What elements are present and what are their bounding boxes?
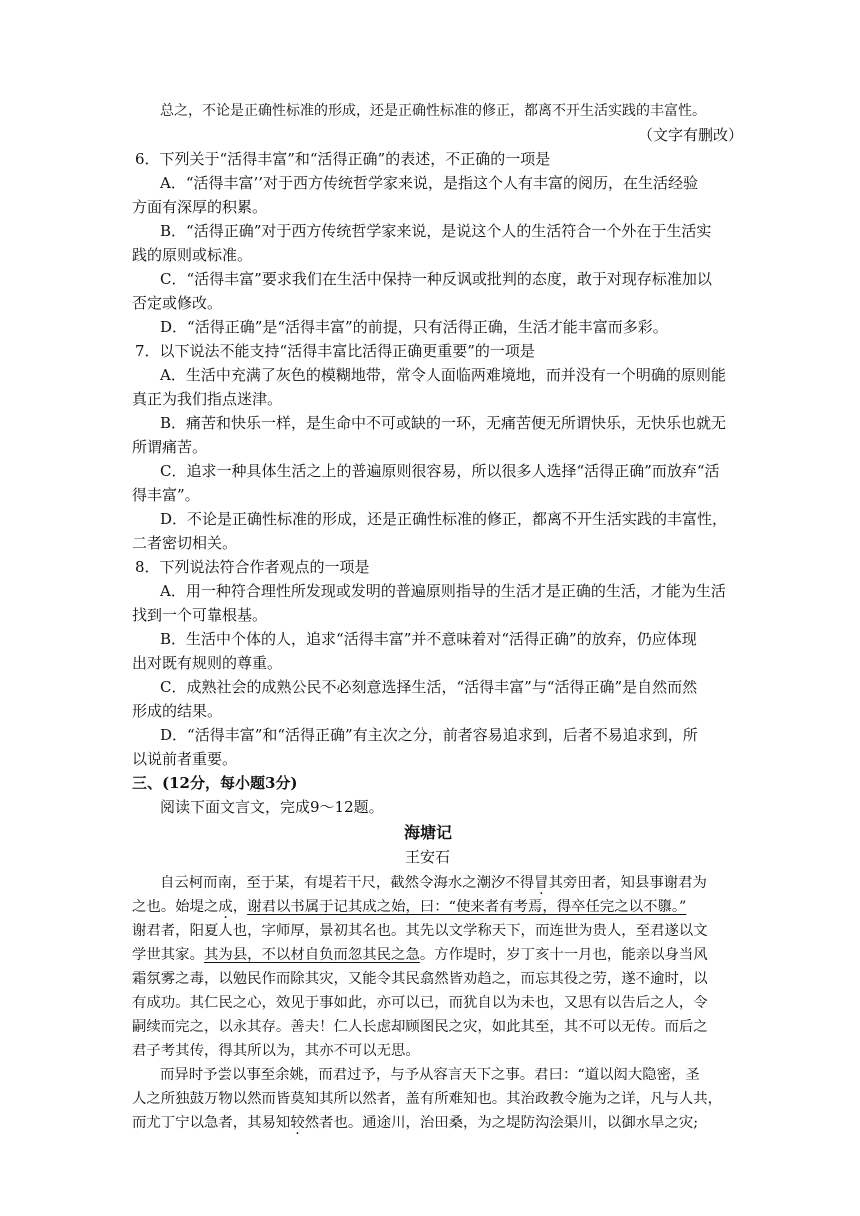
- article-p1-line-3: 谢君者，阳夏人也，字师厚，景初其名也。其先以文学称天下，而连世为贵人，至君遂以文: [132, 923, 708, 939]
- q7-option-a-cont: 真正为我们指点迷津。: [132, 390, 283, 408]
- q8-option-a-cont: 找到一个可靠根基。: [132, 606, 268, 624]
- q7-option-c: C．追求一种具体生活之上的普遍原则很容易，所以很多人选择“活得正确”而放弃“活: [160, 462, 720, 480]
- section-3-instruction: 阅读下面文言文，完成9～12题。: [160, 798, 384, 816]
- q8-option-d: D．“活得丰富”和“活得正确”有主次之分，前者容易追求到，后者不易追求到，所: [160, 726, 698, 744]
- source-note: （文字有删改）: [638, 126, 744, 144]
- marked-char-jiao: 较: [290, 1115, 305, 1131]
- article-p1-line-5: 霜氛雾之毒，以勉民作而除其灾，又能令其民翕然皆劝趋之，而忘其役之劳，遂不逾时，以: [132, 971, 708, 987]
- q6-option-b: B．“活得正确”对于西方传统哲学家来说，是说这个人的生活符合一个外在于生活实: [160, 222, 712, 240]
- q6-option-b-cont: 践的原则或标准。: [132, 246, 253, 264]
- q6-option-a-cont: 方面有深厚的积累。: [132, 198, 268, 216]
- article-p1-line-6: 有成功。其仁民之心，效见于事如此，亦可以已，而犹自以为未也，又思有以告后之人，令: [132, 995, 708, 1011]
- article-p2-line-1: 而异时予尝以事至余姚，而君过予，与予从容言天下之事。君曰：“道以闳大隐密，圣: [160, 1067, 700, 1083]
- question-7-stem: 7．以下说法不能支持“活得丰富比活得正确更重要”的一项是: [135, 342, 535, 360]
- q7-option-b-cont: 所谓痛苦。: [132, 438, 208, 456]
- article-p2-line-3: 而尤丁宁以急者，其易知较然者也。通途川，治田桑，为之堤防沟浍渠川，以御水旱之灾;: [132, 1115, 699, 1131]
- article-p1-line-7: 嗣续而完之，以永其存。善夫！仁人长虑却顾图民之灾，如此其至，其不可以无传。而后之: [132, 1019, 708, 1035]
- section-3-heading: 三、(12分，每小题3分): [132, 774, 298, 792]
- q8-option-c: C．成熟社会的成熟公民不必刻意选择生活，“活得丰富”与“活得正确”是自然而然: [160, 678, 698, 696]
- q8-option-b-cont: 出对既有规则的尊重。: [132, 654, 283, 672]
- article-title: 海塘记: [404, 823, 453, 842]
- question-6-stem: 6．下列关于“活得丰富”和“活得正确”的表述，不正确的一项是: [135, 150, 551, 168]
- q8-option-c-cont: 形成的结果。: [132, 702, 223, 720]
- q6-option-c-cont: 否定或修改。: [132, 294, 223, 312]
- article-p1-line-4: 学世其家。其为县，不以材自负而忽其民之急。方作堤时，岁丁亥十一月也，能亲以身当风: [132, 947, 708, 963]
- q7-option-d-cont: 二者密切相关。: [132, 534, 238, 552]
- question-8-stem: 8．下列说法符合作者观点的一项是: [135, 558, 370, 576]
- q7-option-b: B．痛苦和快乐一样，是生命中不可或缺的一环，无痛苦便无所谓快乐，无快乐也就无: [160, 414, 727, 432]
- q6-option-a: A．“活得丰富’’对于西方传统哲学家来说，是指这个人有丰富的阅历，在生活经验: [160, 174, 699, 192]
- q7-option-a: A．生活中充满了灰色的模糊地带，常令人面临两难境地，而并没有一个明确的原则能: [160, 366, 726, 384]
- q7-option-d: D．不论是正确性标准的形成，还是正确性标准的修正，都离不开生活实践的丰富性，: [160, 510, 728, 528]
- q6-option-c: C．“活得丰富”要求我们在生活中保持一种反讽或批判的态度，敢于对现存标准加以: [160, 270, 712, 288]
- underlined-sentence-1: 谢君以书属于记其成之始，曰：“使来者有考焉，得卒任完之以不隳。”: [247, 899, 687, 915]
- underlined-sentence-2: 其为县，不以材自负而忽其民之急: [203, 947, 420, 963]
- marked-char-cheng: 成: [218, 899, 233, 915]
- q7-option-c-cont: 得丰富”。: [132, 486, 200, 504]
- article-author: 王安石: [405, 848, 451, 866]
- q8-option-a: A．用一种符合理性所发现或发明的普遍原则指导的生活才是正确的生活，才能为生活: [160, 582, 726, 600]
- passage-conclusion: 总之，不论是正确性标准的形成，还是正确性标准的修正，都离不开生活实践的丰富性。: [160, 103, 706, 119]
- article-p1-line-1: 自云柯而南，至于某，有堤若干尺，截然令海水之潮汐不得冒其旁田者，知县事谢君为: [160, 875, 707, 891]
- marked-char-mao: 冒: [534, 875, 549, 891]
- q8-option-b: B．生活中个体的人，追求“活得丰富”并不意味着对“活得正确”的放弃，仍应体现: [160, 630, 697, 648]
- article-p2-line-2: 人之所独鼓万物以然而皆莫知其所以然者，盖有所难知也。其治政教令施为之详，凡与人共，: [132, 1091, 723, 1107]
- q6-option-d: D．“活得正确”是“活得丰富”的前提，只有活得正确，生活才能丰富而多彩。: [160, 318, 668, 336]
- article-p1-line-2: 之也。始堤之成，谢君以书属于记其成之始，曰：“使来者有考焉，得卒任完之以不隳。”: [132, 899, 687, 915]
- q8-option-d-cont: 以说前者重要。: [132, 750, 238, 768]
- article-p1-line-8: 君子考其传，得其所以为，其亦不可以无思。: [132, 1043, 420, 1059]
